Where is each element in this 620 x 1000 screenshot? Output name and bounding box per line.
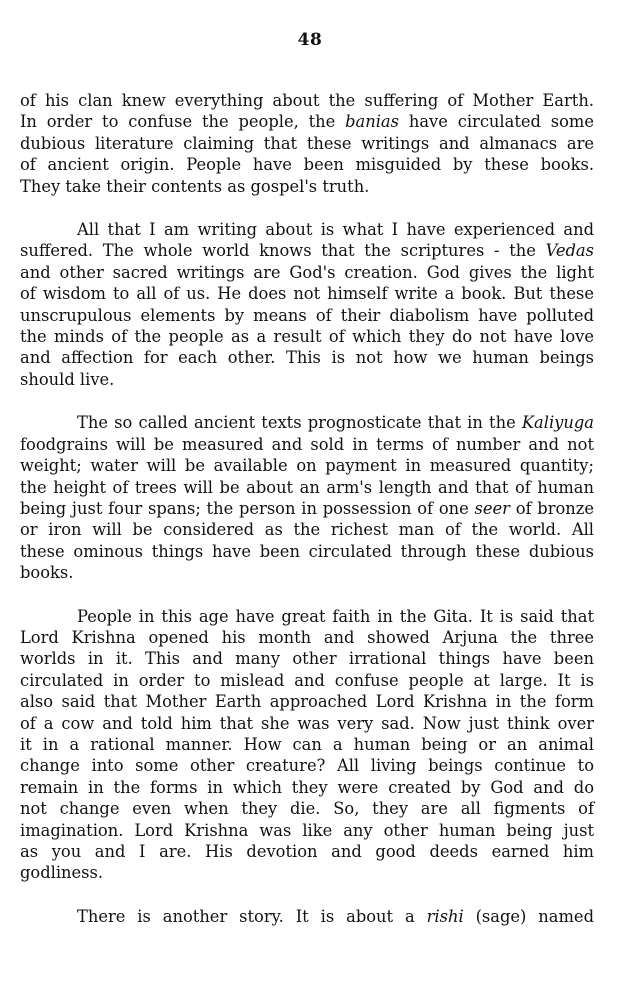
text-line: should live. xyxy=(20,369,115,389)
text-line: All that I am writing about is what I have experienced and xyxy=(77,220,594,240)
text-line: unscrupulous elements by means of their diabolism have polluted xyxy=(20,305,594,325)
text-line: being just four spans; the person in possession of one seer of bronze xyxy=(20,498,594,518)
text-line: of wisdom to all of us. He does not himself write a book. But these xyxy=(20,284,594,304)
paragraph-2 xyxy=(20,219,594,390)
paragraph-1 xyxy=(20,90,594,197)
text-line: They take their contents as gospel's truth. xyxy=(20,176,370,196)
text-line: books. xyxy=(20,563,74,583)
text-line: Lord Krishna opened his month and showed Arjuna the three xyxy=(20,627,594,647)
text-line: suffered. The whole world knows that the scriptures - the Vedas xyxy=(20,241,594,261)
text-line: and affection for each other. This is not how we human beings xyxy=(20,348,594,368)
text-line: not change even when they die. So, they are all figments of xyxy=(20,799,594,819)
text-line: weight; water will be available on payment in measured quantity; xyxy=(20,456,594,476)
text-line: The so called ancient texts prognosticate that in the Kaliyuga xyxy=(77,413,594,433)
text-line: of his clan knew everything about the suffering of Mother Earth. xyxy=(20,91,594,110)
text-line: also said that Mother Earth approached Lord Krishna in the form xyxy=(20,692,594,712)
text-line: worlds in it. This and many other irrational things have been xyxy=(20,649,594,669)
text-line: circulated in order to mislead and confuse people at large. It is xyxy=(20,670,594,690)
text-line: remain in the forms in which they were created by God and do xyxy=(20,777,594,797)
text-line: There is another story. It is about a rishi (sage) named xyxy=(77,906,594,926)
text-line: imagination. Lord Krishna was like any other human being just xyxy=(20,820,594,840)
text-line: foodgrains will be measured and sold in terms of number and not xyxy=(20,434,594,454)
text-line: the height of trees will be about an arm's length and that of human xyxy=(20,477,594,497)
text-line: these ominous things have been circulated through these dubious xyxy=(20,541,594,561)
text-line: and other sacred writings are God's creation. God gives the light xyxy=(20,262,594,282)
paragraph-3 xyxy=(20,412,594,583)
text-line: it in a rational manner. How can a human being or an animal xyxy=(20,734,594,754)
text-line: dubious literature claiming that these writings and almanacs are xyxy=(20,133,594,153)
page-number: 48 xyxy=(297,30,323,50)
text-line: of a cow and told him that she was very sad. Now just think over xyxy=(20,713,594,733)
text-line: change into some other creature? All living beings continue to xyxy=(20,756,594,776)
text-line: godliness. xyxy=(20,863,104,883)
paragraph-5 xyxy=(20,906,594,927)
text-line: as you and I are. His devotion and good deeds earned him xyxy=(20,842,594,861)
page-body xyxy=(20,90,594,949)
text-line: the minds of the people as a result of which they do not have love xyxy=(20,327,594,347)
text-line: People in this age have great faith in the Gita. It is said that xyxy=(77,606,594,626)
text-line: or iron will be considered as the richest man of the world. All xyxy=(20,520,594,540)
text-line: In order to confuse the people, the banias have circulated some xyxy=(20,112,595,132)
text-line: of ancient origin. People have been misguided by these books. xyxy=(20,155,594,175)
paragraph-4 xyxy=(20,606,594,884)
